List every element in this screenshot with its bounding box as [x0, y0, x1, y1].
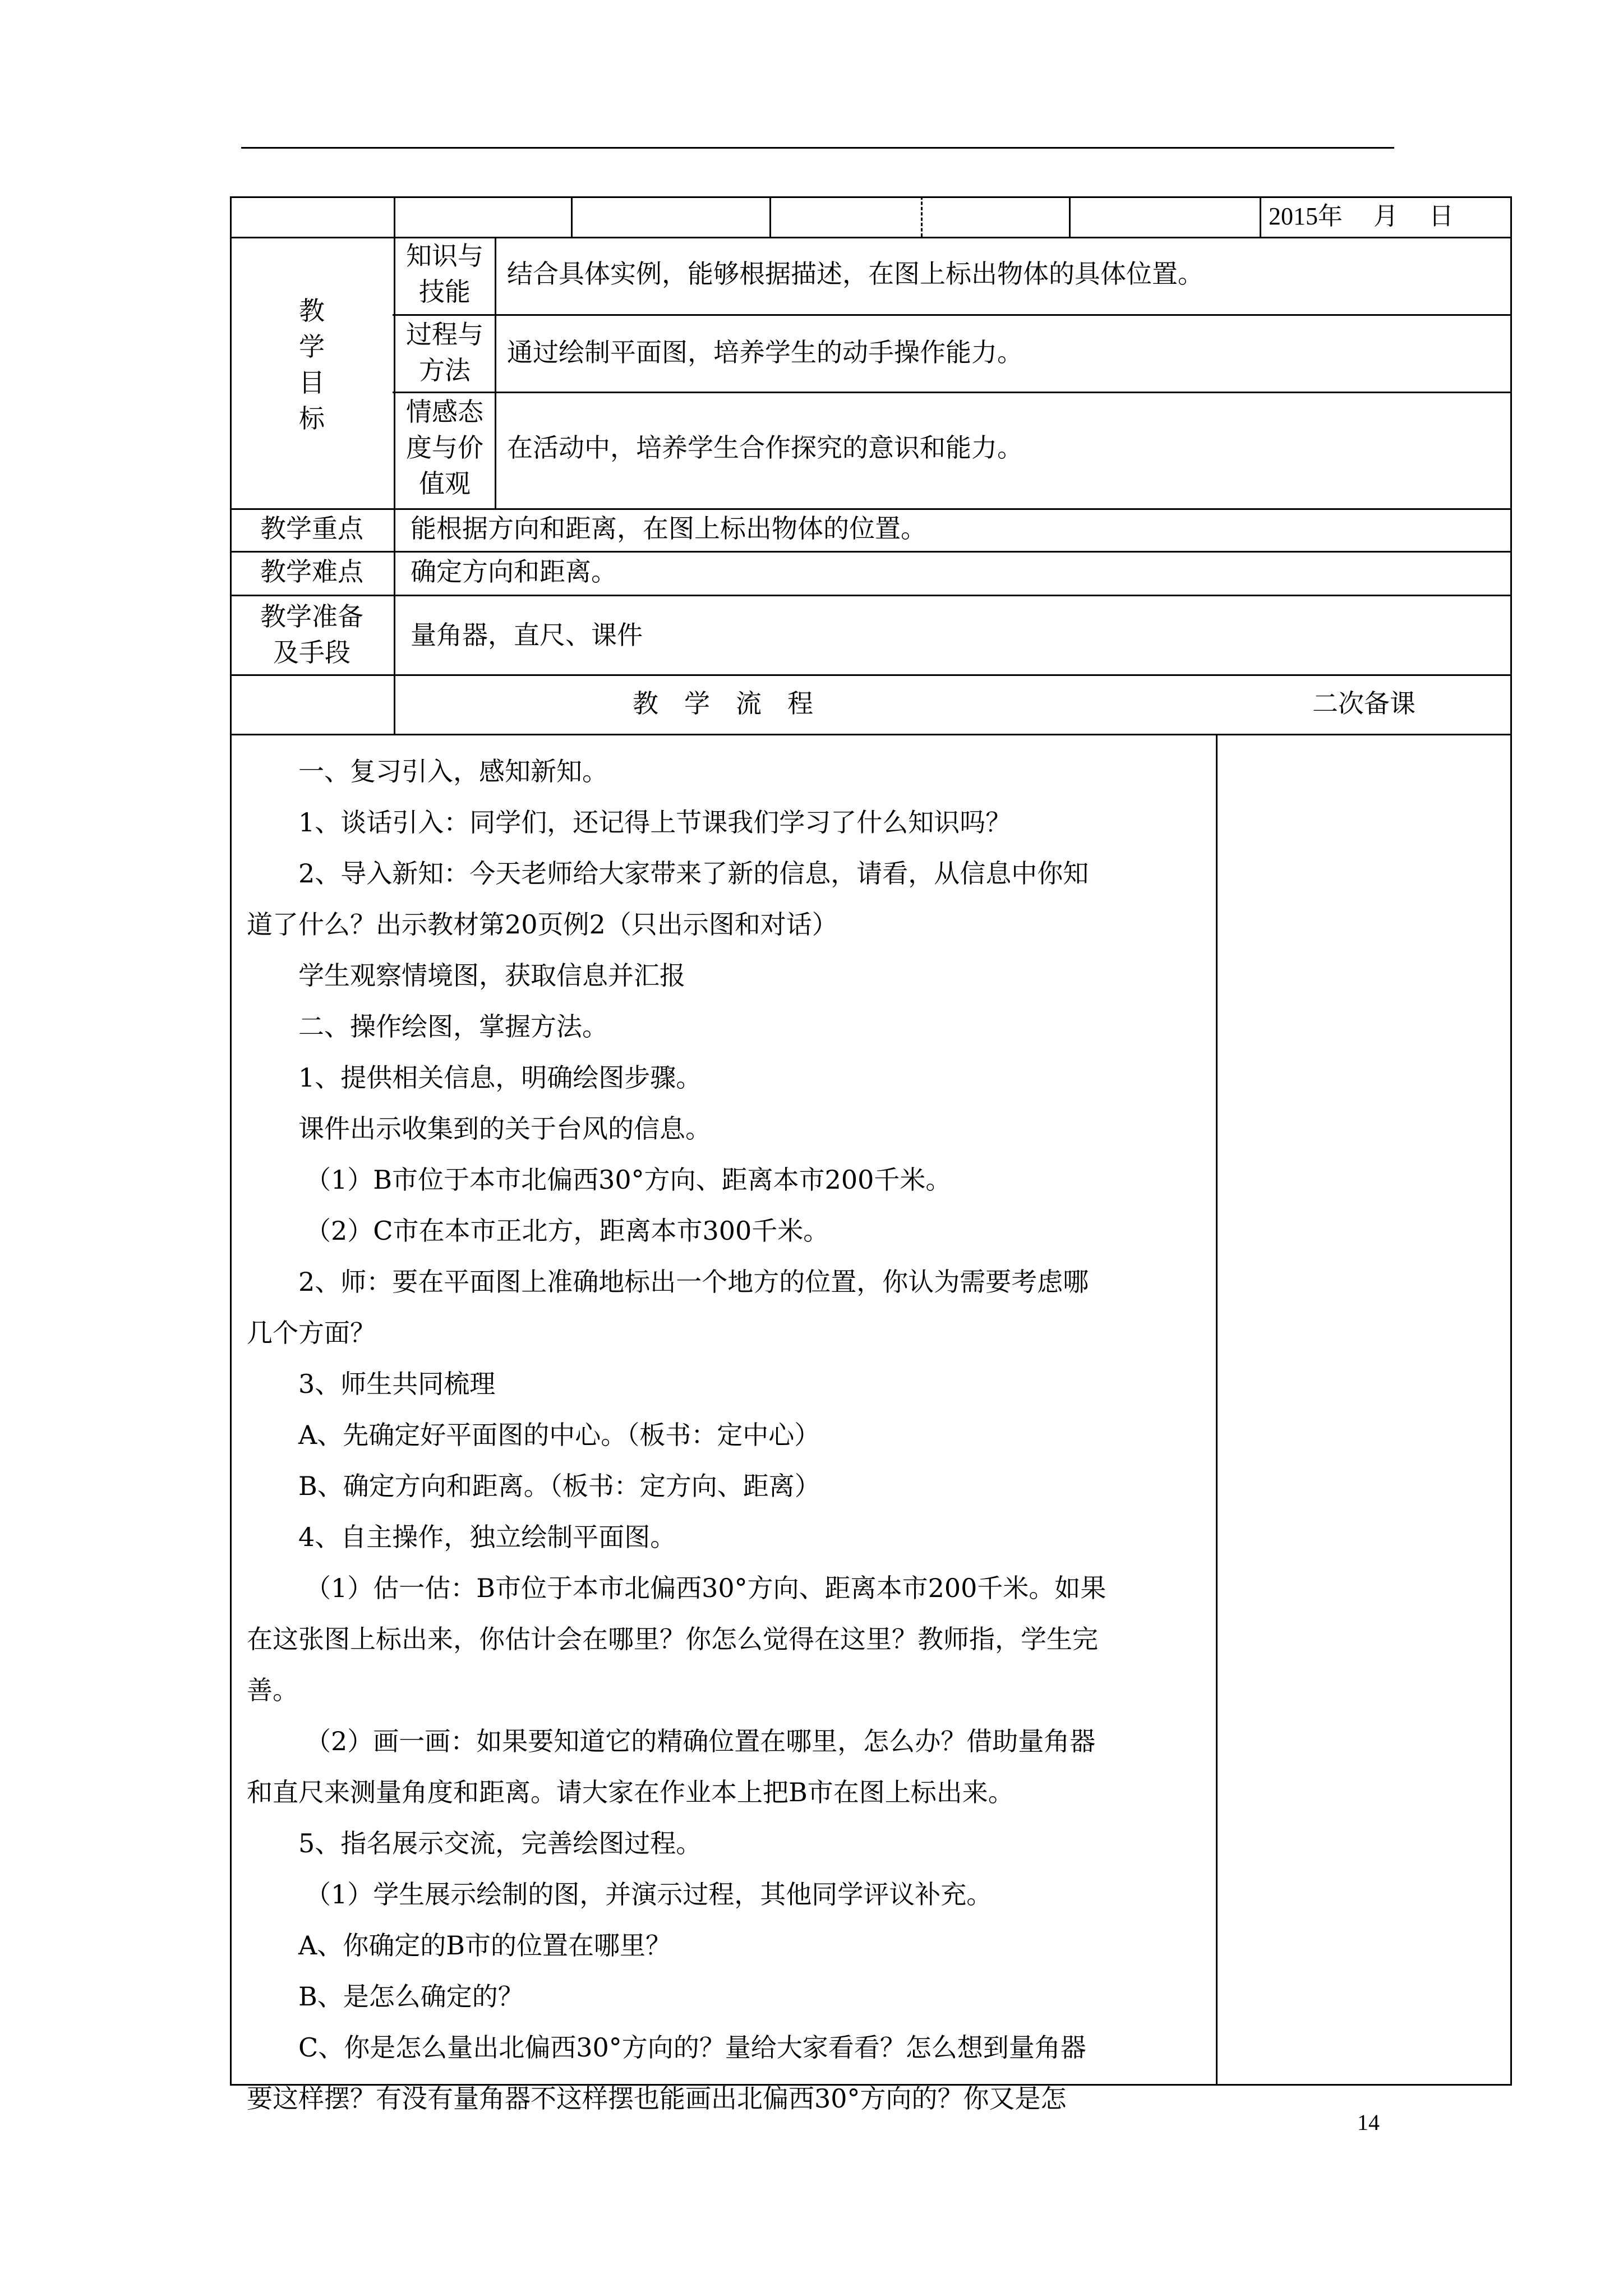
objective-text-process: 通过绘制平面图，培养学生的动手操作能力。	[507, 337, 1023, 367]
table-rule	[393, 392, 1512, 393]
objectives-label-char: 标	[299, 403, 325, 434]
objective-name-line: 值观	[419, 468, 471, 499]
flow-line: C、你是怎么量出北偏西30°方向的？量给大家看看？怎么想到量角器	[298, 2032, 1086, 2063]
flow-line: 几个方面？	[247, 1318, 376, 1348]
date-field	[1269, 200, 1454, 233]
flow-line: （1）学生展示绘制的图，并演示过程，其他同学评议补充。	[305, 1879, 993, 1910]
flow-line: 一、复习引入，感知新知。	[298, 756, 608, 786]
flow-line: 3、师生共同梳理	[298, 1369, 496, 1399]
flow-line: 学生观察情境图，获取信息并汇报	[298, 960, 685, 991]
objectives-label	[230, 293, 394, 436]
flow-line: 道了什么？出示教材第20页例2（只出示图和对话）	[247, 909, 838, 940]
table-rule	[230, 508, 1512, 510]
table-rule	[1216, 734, 1218, 2086]
table-rule	[769, 196, 771, 237]
table-rule	[230, 734, 1512, 735]
table-rule	[394, 196, 395, 237]
objective-name-line: 知识与	[406, 241, 483, 271]
year-unit: 年	[1318, 203, 1343, 230]
day-unit: 日	[1429, 203, 1454, 230]
key-point-text: 能根据方向和距离，在图上标出物体的位置。	[411, 513, 926, 544]
flow-line: 4、自主操作，独立绘制平面图。	[298, 1522, 676, 1552]
flow-line: 1、提供相关信息，明确绘图步骤。	[298, 1062, 702, 1093]
teaching-flow	[247, 746, 1189, 2124]
table-border-right	[1510, 196, 1512, 2086]
table-rule-dashed	[921, 196, 923, 237]
year-value: 2015	[1269, 203, 1318, 230]
header-rule	[241, 147, 1394, 149]
preparation-label-line: 教学准备	[260, 601, 363, 632]
page-number: 14	[1357, 2110, 1380, 2135]
table-rule	[230, 551, 1512, 553]
flow-line: 和直尺来测量角度和距离。请大家在作业本上把B市在图上标出来。	[247, 1777, 1014, 1807]
objectives-label-char: 目	[299, 367, 325, 398]
table-border-left	[230, 196, 232, 2086]
objective-name-line: 方法	[419, 355, 471, 385]
table-rule	[230, 595, 1512, 596]
table-rule	[230, 674, 1512, 676]
objective-text-knowledge: 结合具体实例，能够根据描述，在图上标出物体的具体位置。	[507, 259, 1204, 289]
flow-line: 要这样摆？有没有量角器不这样摆也能画出北偏西30°方向的？你又是怎	[247, 2083, 1067, 2114]
flow-line: 课件出示收集到的关于台风的信息。	[298, 1114, 711, 1144]
table-rule	[571, 196, 573, 237]
objective-name-line: 度与价	[406, 432, 483, 463]
flow-line: （1）B市位于本市北偏西30°方向、距离本市200千米。	[305, 1165, 952, 1195]
objectives-label-char: 教	[299, 296, 325, 326]
flow-line: B、是怎么确定的？	[298, 1981, 524, 2012]
objective-name-process	[394, 316, 496, 388]
flow-line: （1）估一估：B市位于本市北偏西30°方向、距离本市200千米。如果	[305, 1573, 1106, 1603]
flow-line: 2、导入新知：今天老师给大家带来了新的信息，请看，从信息中你知	[298, 858, 1089, 889]
preparation-text: 量角器，直尺、课件	[411, 620, 643, 650]
table-border-top	[230, 196, 1512, 198]
table-rule	[1260, 196, 1261, 237]
flow-line: 二、操作绘图，掌握方法。	[298, 1011, 608, 1042]
table-rule	[1069, 196, 1071, 237]
difficulty-text: 确定方向和距离。	[411, 556, 617, 587]
flow-line: 1、谈话引入：同学们，还记得上节课我们学习了什么知识吗？	[298, 807, 1012, 838]
flow-header-label: 教 学 流 程	[633, 688, 813, 719]
flow-line: 在这张图上标出来，你估计会在哪里？你怎么觉得在这里？教师指，学生完	[247, 1624, 1098, 1654]
objective-name-line: 技能	[419, 277, 471, 307]
preparation-label-line: 及手段	[273, 637, 351, 668]
preparation-label	[230, 599, 394, 670]
flow-line: A、你确定的B市的位置在哪里？	[298, 1930, 672, 1961]
flow-line: B、确定方向和距离。（板书：定方向、距离）	[298, 1471, 820, 1501]
difficulty-label: 教学难点	[260, 556, 363, 587]
objective-name-line: 情感态	[406, 397, 483, 427]
objective-text-emotion: 在活动中，培养学生合作探究的意识和能力。	[507, 432, 1023, 463]
flow-line: （2）C市在本市正北方，距离本市300千米。	[305, 1216, 829, 1246]
table-rule	[393, 314, 1512, 316]
flow-line: 2、师：要在平面图上准确地标出一个地方的位置，你认为需要考虑哪	[298, 1267, 1089, 1297]
key-point-label: 教学重点	[260, 513, 363, 544]
objectives-label-char: 学	[299, 332, 325, 362]
flow-line: A、先确定好平面图的中心。（板书：定中心）	[298, 1420, 820, 1450]
flow-line: 5、指名展示交流，完善绘图过程。	[298, 1828, 702, 1858]
objective-name-line: 过程与	[406, 319, 483, 349]
month-unit: 月	[1373, 203, 1398, 230]
second-prep-label: 二次备课	[1312, 688, 1415, 719]
flow-line: 善。	[247, 1675, 298, 1705]
objective-name-knowledge	[394, 238, 496, 310]
flow-line: （2）画一画：如果要知道它的精确位置在哪里，怎么办？借助量角器	[305, 1726, 1096, 1756]
objective-name-emotion	[394, 394, 496, 501]
